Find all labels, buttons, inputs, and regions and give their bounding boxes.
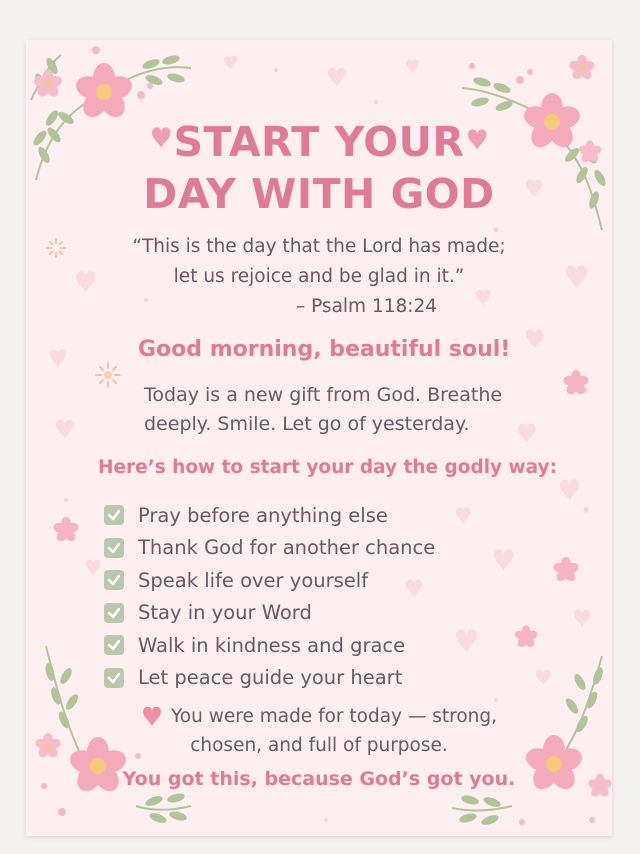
list-item [104, 629, 435, 662]
intro-line-2: deeply. Smile. Let go of yesterday. [144, 413, 470, 435]
list-item-label: Stay in your Word [138, 601, 312, 625]
closing-line-1: You were made for today — strong, [170, 706, 498, 727]
page-title [26, 116, 612, 220]
scripture-quote [26, 232, 612, 322]
check-icon [104, 635, 124, 655]
final-affirmation: You got this, because God’s got you. [122, 768, 516, 790]
intro-text [144, 381, 564, 439]
verse-line-1: “This is the day that the Lord has made; [132, 236, 506, 257]
list-item [104, 597, 435, 630]
checklist [104, 499, 435, 694]
greeting-heading: Good morning, beautiful soul! [138, 337, 511, 362]
closing-message [26, 702, 612, 760]
list-item-label: Speak life over yourself [138, 568, 369, 592]
list-item [104, 564, 435, 597]
list-item-label: Walk in kindness and grace [138, 633, 406, 657]
closing-line-2: chosen, and full of purpose. [190, 735, 448, 756]
list-item [104, 499, 435, 532]
howto-heading: Here’s how to start your day the godly way: [98, 457, 557, 478]
heart-icon [141, 707, 163, 727]
check-icon [104, 603, 124, 623]
check-icon [104, 505, 124, 525]
list-item [104, 532, 435, 565]
intro-line-1: Today is a new gift from God. Breathe [144, 384, 503, 406]
check-icon [104, 538, 124, 558]
check-icon [104, 570, 124, 590]
title-line-2: DAY WITH GOD [143, 170, 495, 218]
list-item [104, 662, 435, 695]
list-item-label: Pray before anything else [138, 503, 388, 527]
list-item-label: Thank God for another chance [138, 536, 436, 560]
check-icon [104, 668, 124, 688]
verse-reference: – Psalm 118:24 [295, 296, 438, 317]
devotional-card [26, 40, 612, 836]
list-item-label: Let peace guide your heart [138, 666, 403, 690]
title-line-1: START YOUR [173, 118, 465, 166]
verse-line-2: let us rejoice and be glad in it.” [173, 266, 465, 287]
